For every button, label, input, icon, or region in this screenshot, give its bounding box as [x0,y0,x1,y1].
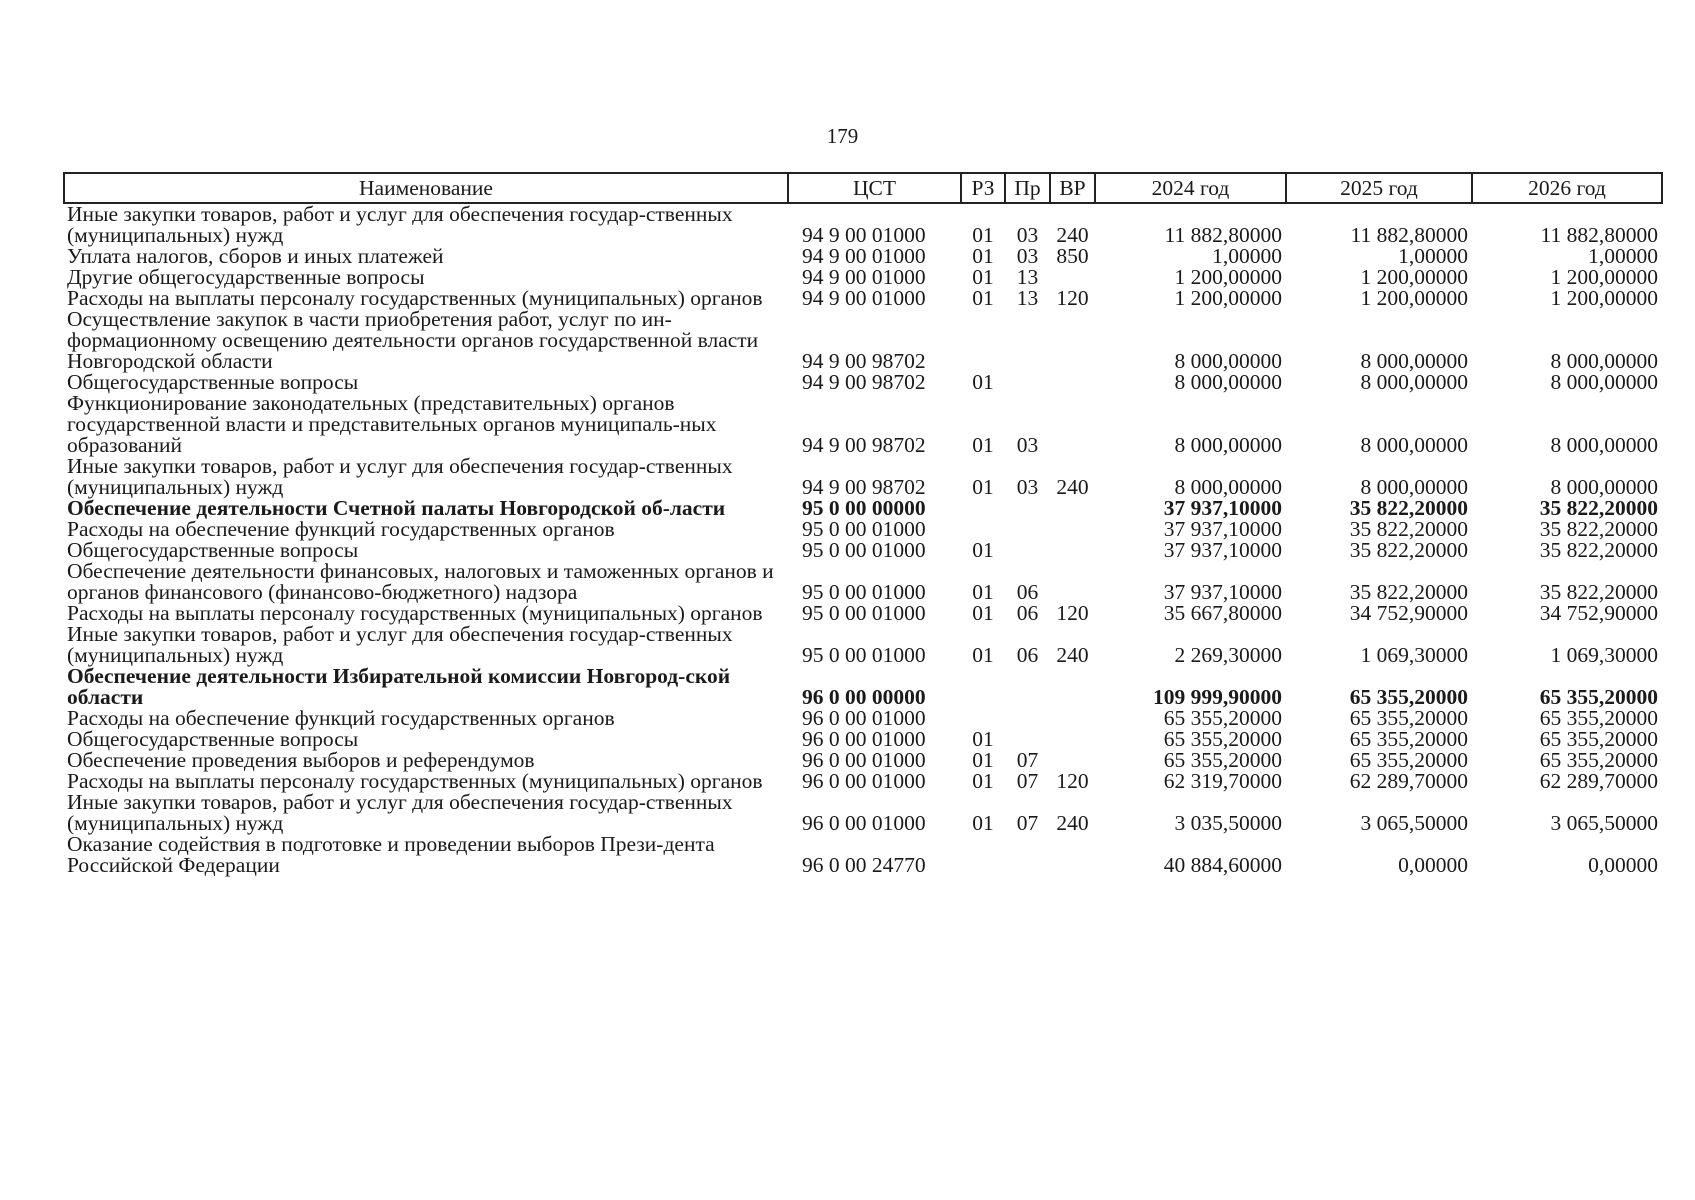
row-2026-cell: 65 355,20000 [1539,748,1658,772]
row-vr-cell: 120 [1056,286,1089,310]
row-name-cell: Иные закупки товаров, работ и услуг для обеспечения государ-ственных (муниципальных) нужд [67,202,733,247]
row-cst-cell: 95 0 00 01000 [802,538,926,562]
row-rz-cell [961,309,1005,372]
row-2026-cell: 65 355,20000 [1539,706,1658,730]
row-name-cell: Расходы на обеспечение функций государственных органов [67,517,615,541]
table-row [64,771,1662,792]
row-2026-cell: 1 200,00000 [1550,265,1658,289]
row-rz-cell: 01 [972,244,994,268]
row-rz-cell: 01 [972,475,994,499]
row-2026-cell: 1 069,30000 [1550,643,1658,667]
row-cst-cell: 96 0 00 01000 [802,811,926,835]
row-vr-cell: 240 [1056,475,1089,499]
row-name-cell: Расходы на выплаты персоналу государственных (муниципальных) органов [67,601,763,625]
row-cst-cell: 94 9 00 98702 [802,433,926,457]
row-2024-cell: 8 000,00000 [1174,475,1282,499]
table-row [64,203,1662,246]
row-2024-cell: 35 667,80000 [1163,601,1282,625]
row-rz-cell: 01 [972,748,994,772]
table-row [64,750,1662,771]
row-2026-cell: 35 822,20000 [1539,538,1658,562]
table-body [64,203,1662,876]
table-row [64,540,1662,561]
row-rz-cell: 01 [972,811,994,835]
row-name-cell: Обеспечение деятельности финансовых, налоговых и таможенных органов и органов финансового (финансово-бюджетного) надзора [67,559,774,604]
row-rz-cell [961,519,1005,540]
row-cst-cell: 94 9 00 01000 [802,286,926,310]
row-name-cell: Расходы на выплаты персоналу государственных (муниципальных) органов [67,769,763,793]
row-2024-cell: 65 355,20000 [1163,727,1282,751]
row-2024-cell: 37 937,10000 [1163,517,1282,541]
row-name-cell: Уплата налогов, сборов и иных платежей [67,244,444,268]
row-2024-cell: 37 937,10000 [1163,496,1282,520]
row-vr-cell [1050,267,1095,288]
header-pr: Пр [1005,173,1050,203]
row-cst-cell: 94 9 00 01000 [802,244,926,268]
row-rz-cell: 01 [972,580,994,604]
row-name-cell: Обеспечение деятельности Избирательной комиссии Новгород-ской области [67,664,731,709]
row-cst-cell: 94 9 00 98702 [802,349,926,373]
row-rz-cell: 01 [972,286,994,310]
row-vr-cell: 240 [1056,643,1089,667]
table-row [64,834,1662,876]
row-pr-cell [1005,834,1050,876]
row-cst-cell: 96 0 00 01000 [802,748,926,772]
row-2026-cell: 8 000,00000 [1550,370,1658,394]
row-rz-cell: 01 [972,769,994,793]
row-2025-cell: 8 000,00000 [1360,433,1468,457]
row-name-cell: Иные закупки товаров, работ и услуг для обеспечения государ-ственных (муниципальных) нужд [67,454,733,499]
row-2024-cell: 37 937,10000 [1163,580,1282,604]
row-vr-cell [1050,750,1095,771]
row-2024-cell: 11 882,80000 [1164,223,1282,247]
row-pr-cell: 03 [1016,433,1039,457]
row-pr-cell: 13 [1016,286,1039,310]
row-2026-cell: 3 065,50000 [1550,811,1658,835]
row-pr-cell [1005,519,1050,540]
row-cst-cell: 94 9 00 98702 [802,475,926,499]
row-pr-cell [1005,309,1050,372]
row-2025-cell: 0,00000 [1398,853,1468,877]
row-name-cell: Расходы на выплаты персоналу государственных (муниципальных) органов [67,286,763,310]
row-2024-cell: 1 200,00000 [1174,286,1282,310]
row-name-cell: Функционирование законодательных (представительных) органов государственной власти и представительных органов муниципаль-ных образований [67,391,717,457]
row-2025-cell: 65 355,20000 [1349,685,1468,709]
row-vr-cell: 120 [1056,769,1089,793]
row-2025-cell: 8 000,00000 [1360,349,1468,373]
row-pr-cell: 03 [1016,475,1039,499]
row-2025-cell: 35 822,20000 [1349,496,1468,520]
row-2025-cell: 65 355,20000 [1349,748,1468,772]
row-2024-cell: 8 000,00000 [1174,433,1282,457]
row-pr-cell [1005,498,1050,519]
row-2024-cell: 62 319,70000 [1163,769,1282,793]
row-rz-cell [961,708,1005,729]
row-2024-cell: 37 937,10000 [1163,538,1282,562]
row-rz-cell: 01 [972,370,994,394]
row-vr-cell [1050,372,1095,393]
row-cst-cell: 95 0 00 01000 [802,601,926,625]
row-2025-cell: 1 200,00000 [1360,286,1468,310]
row-name-cell: Общегосударственные вопросы [67,727,359,751]
row-2025-cell: 11 882,80000 [1350,223,1468,247]
row-rz-cell: 01 [972,727,994,751]
row-pr-cell: 07 [1016,811,1039,835]
table-header-row [64,173,1662,203]
row-name-cell: Обеспечение проведения выборов и референдумов [67,748,535,772]
row-vr-cell [1050,666,1095,708]
row-name-cell: Общегосударственные вопросы [67,370,359,394]
row-pr-cell [1005,729,1050,750]
row-rz-cell [961,498,1005,519]
header-2025: 2025 год [1286,173,1472,203]
row-2025-cell: 65 355,20000 [1349,706,1468,730]
row-cst-cell: 96 0 00 24770 [802,853,926,877]
row-2026-cell: 35 822,20000 [1539,496,1658,520]
row-2024-cell: 109 999,90000 [1153,685,1282,709]
row-2024-cell: 3 035,50000 [1174,811,1282,835]
row-vr-cell [1050,561,1095,603]
header-2024: 2024 год [1095,173,1286,203]
row-2026-cell: 62 289,70000 [1539,769,1658,793]
row-2024-cell: 65 355,20000 [1163,748,1282,772]
row-2025-cell: 8 000,00000 [1360,370,1468,394]
row-pr-cell [1005,372,1050,393]
row-name-cell: Оказание содействия в подготовке и проведении выборов Прези-дента Российской Федерации [67,832,715,877]
row-cst-cell: 96 0 00 01000 [802,706,926,730]
row-2025-cell: 34 752,90000 [1349,601,1468,625]
row-2025-cell: 35 822,20000 [1349,538,1468,562]
row-2025-cell: 35 822,20000 [1349,580,1468,604]
page-number: 179 [826,124,859,148]
row-cst-cell: 95 0 00 00000 [802,496,926,520]
row-cst-cell: 94 9 00 01000 [802,265,926,289]
row-rz-cell: 01 [972,601,994,625]
row-name-cell: Осуществление закупок в части приобретения работ, услуг по ин-формационному освещению деятельности органов государственной власти Новгородской области [67,307,759,373]
row-2025-cell: 65 355,20000 [1349,727,1468,751]
row-2026-cell: 1,00000 [1588,244,1658,268]
row-name-cell: Иные закупки товаров, работ и услуг для обеспечения государ-ственных (муниципальных) нужд [67,622,733,667]
table-row [64,372,1662,393]
row-pr-cell: 06 [1016,643,1039,667]
header-2026: 2026 год [1472,173,1662,203]
row-vr-cell: 240 [1056,811,1089,835]
row-2025-cell: 3 065,50000 [1360,811,1468,835]
row-pr-cell: 03 [1016,244,1039,268]
row-pr-cell: 13 [1016,265,1039,289]
row-pr-cell: 06 [1016,580,1039,604]
table-row [64,729,1662,750]
row-2024-cell: 65 355,20000 [1163,706,1282,730]
row-2026-cell: 35 822,20000 [1539,580,1658,604]
row-vr-cell: 240 [1056,223,1089,247]
row-cst-cell: 94 9 00 98702 [802,370,926,394]
row-rz-cell: 01 [972,223,994,247]
row-2026-cell: 35 822,20000 [1539,517,1658,541]
row-vr-cell [1050,309,1095,372]
header-rz: РЗ [961,173,1005,203]
row-pr-cell [1005,666,1050,708]
row-rz-cell: 01 [972,643,994,667]
row-2026-cell: 0,00000 [1588,853,1658,877]
row-cst-cell: 96 0 00 00000 [802,685,926,709]
row-vr-cell [1050,729,1095,750]
row-vr-cell: 120 [1056,601,1089,625]
row-pr-cell: 07 [1016,769,1039,793]
row-name-cell: Иные закупки товаров, работ и услуг для обеспечения государ-ственных (муниципальных) нужд [67,790,733,835]
header-cst: ЦСТ [788,173,961,203]
row-2026-cell: 11 882,80000 [1540,223,1658,247]
row-vr-cell [1050,498,1095,519]
row-rz-cell: 01 [972,538,994,562]
table-row [64,393,1662,456]
table-row [64,309,1662,372]
table-row [64,561,1662,603]
row-pr-cell: 03 [1016,223,1039,247]
row-2025-cell: 1 069,30000 [1360,643,1468,667]
row-name-cell: Другие общегосударственные вопросы [67,265,425,289]
header-name: Наименование [64,173,788,203]
table-row [64,498,1662,519]
row-2024-cell: 1 200,00000 [1174,265,1282,289]
row-vr-cell [1050,834,1095,876]
row-2025-cell: 62 289,70000 [1349,769,1468,793]
row-2025-cell: 1,00000 [1398,244,1468,268]
table-row [64,267,1662,288]
row-rz-cell [961,666,1005,708]
row-cst-cell: 95 0 00 01000 [802,643,926,667]
table-row [64,624,1662,666]
row-vr-cell [1050,708,1095,729]
row-2024-cell: 40 884,60000 [1163,853,1282,877]
table-row [64,288,1662,309]
row-name-cell: Общегосударственные вопросы [67,538,359,562]
row-2024-cell: 1,00000 [1212,244,1282,268]
row-rz-cell: 01 [972,265,994,289]
row-pr-cell [1005,540,1050,561]
row-pr-cell: 07 [1016,748,1039,772]
row-name-cell: Обеспечение деятельности Счетной палаты Новгородской об-ласти [67,496,726,520]
row-2024-cell: 2 269,30000 [1174,643,1282,667]
row-2025-cell: 8 000,00000 [1360,475,1468,499]
row-pr-cell: 06 [1016,601,1039,625]
row-name-cell: Расходы на обеспечение функций государственных органов [67,706,615,730]
row-2026-cell: 8 000,00000 [1550,433,1658,457]
table-row [64,666,1662,708]
row-2026-cell: 65 355,20000 [1539,727,1658,751]
table-row [64,603,1662,624]
row-rz-cell [961,834,1005,876]
row-vr-cell [1050,540,1095,561]
row-vr-cell: 850 [1056,244,1089,268]
row-cst-cell: 96 0 00 01000 [802,769,926,793]
table-row [64,456,1662,498]
row-cst-cell: 95 0 00 01000 [802,580,926,604]
row-2026-cell: 8 000,00000 [1550,349,1658,373]
row-2025-cell: 35 822,20000 [1349,517,1468,541]
table-row [64,708,1662,729]
row-pr-cell [1005,708,1050,729]
row-2025-cell: 1 200,00000 [1360,265,1468,289]
table-row [64,246,1662,267]
row-2024-cell: 8 000,00000 [1174,370,1282,394]
header-vr: ВР [1050,173,1095,203]
row-2026-cell: 1 200,00000 [1550,286,1658,310]
row-2024-cell: 8 000,00000 [1174,349,1282,373]
table-row [64,792,1662,834]
row-cst-cell: 96 0 00 01000 [802,727,926,751]
row-2026-cell: 65 355,20000 [1539,685,1658,709]
row-vr-cell [1050,393,1095,456]
table-row [64,519,1662,540]
row-cst-cell: 94 9 00 01000 [802,223,926,247]
row-2026-cell: 34 752,90000 [1539,601,1658,625]
row-vr-cell [1050,519,1095,540]
row-2026-cell: 8 000,00000 [1550,475,1658,499]
row-rz-cell: 01 [972,433,994,457]
row-cst-cell: 95 0 00 01000 [802,517,926,541]
budget-table [63,172,1663,876]
